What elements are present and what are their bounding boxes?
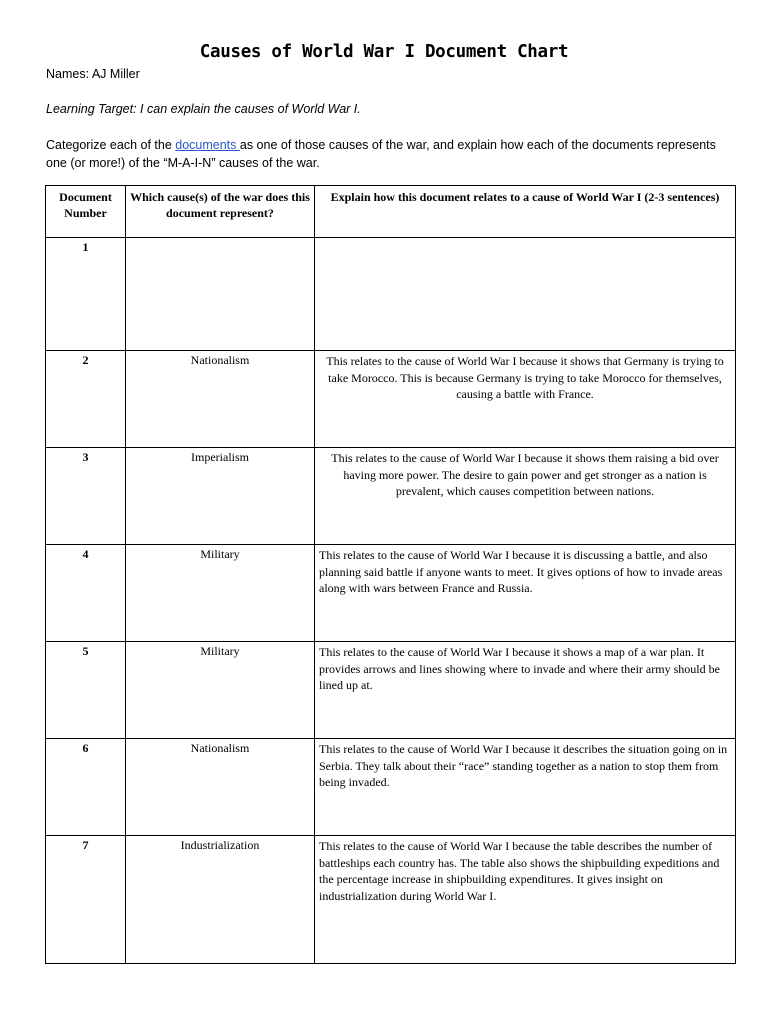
explanation-cell[interactable]: This relates to the cause of World War I because the table describes the number of battleships each country has. The table also shows the shipbuilding expeditions and the percentage increase in shipbuilding expenditures. It gives insight on industrialization during World War I.	[315, 836, 736, 964]
header-cause: Which cause(s) of the war does this document represent?	[126, 186, 315, 238]
explanation-cell[interactable]: This relates to the cause of World War I because it is discussing a battle, and also planning said battle if anyone wants to meet. It gives options of how to invade areas along with wars between France and Russia.	[315, 545, 736, 642]
document-title: Causes of World War I Document Chart	[199, 42, 569, 62]
table-row	[46, 739, 736, 836]
cause-cell[interactable]: Imperialism	[126, 448, 315, 545]
cause-cell[interactable]	[126, 238, 315, 351]
documents-link[interactable]: documents	[175, 138, 240, 152]
header-document-number: Document Number	[46, 186, 126, 238]
table-header-row	[46, 186, 736, 238]
table-row	[46, 642, 736, 739]
document-number-cell: 7	[46, 836, 126, 964]
instructions-text-start: Categorize each of the	[46, 138, 176, 152]
table-row	[46, 351, 736, 448]
instructions-text-end: as one of those causes of the war, and explain how each of the documents represents one (or more!) of the “M-A-I-N” causes of the war.	[46, 138, 716, 170]
header-explanation: Explain how this document relates to a cause of World War I (2-3 sentences)	[315, 186, 736, 238]
cause-cell[interactable]: Nationalism	[126, 739, 315, 836]
causes-chart-table	[45, 185, 736, 964]
names-line: Names: AJ Miller	[46, 67, 140, 81]
document-number-cell: 2	[46, 351, 126, 448]
table-row	[46, 448, 736, 545]
cause-cell[interactable]: Military	[126, 642, 315, 739]
cause-cell[interactable]: Military	[126, 545, 315, 642]
table-row	[46, 836, 736, 964]
document-number-cell: 4	[46, 545, 126, 642]
document-number-cell: 6	[46, 739, 126, 836]
explanation-cell[interactable]	[315, 238, 736, 351]
explanation-cell[interactable]: This relates to the cause of World War I because it shows that Germany is trying to take Morocco. This is because Germany is trying to take Morocco for themselves, causing a battle with France.	[315, 351, 736, 448]
document-number-cell: 1	[46, 238, 126, 351]
explanation-cell[interactable]: This relates to the cause of World War I because it shows a map of a war plan. It provides arrows and lines showing where to invade and where their army should be lined up at.	[315, 642, 736, 739]
explanation-cell[interactable]: This relates to the cause of World War I because it describes the situation going on in Serbia. They talk about their “race” standing together as a nation to stop them from being invaded.	[315, 739, 736, 836]
explanation-cell[interactable]: This relates to the cause of World War I because it shows them raising a bid over having more power. The desire to gain power and get stronger as a nation is prevalent, which causes competition between nations.	[315, 448, 736, 545]
learning-target: Learning Target: I can explain the causes of World War I.	[46, 102, 361, 116]
table-row	[46, 238, 736, 351]
table-row	[46, 545, 736, 642]
cause-cell[interactable]: Nationalism	[126, 351, 315, 448]
document-number-cell: 5	[46, 642, 126, 739]
instructions-paragraph	[46, 137, 736, 172]
cause-cell[interactable]: Industrialization	[126, 836, 315, 964]
document-number-cell: 3	[46, 448, 126, 545]
